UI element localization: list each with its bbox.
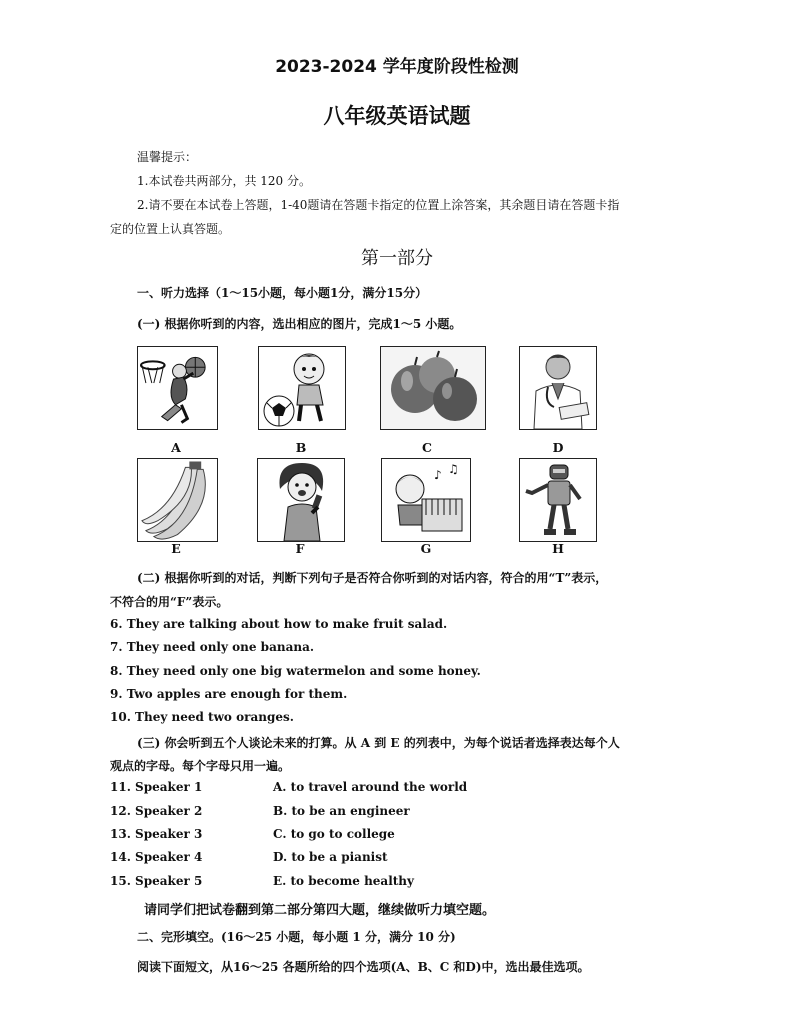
- notice-heading: 温馨提示：: [137, 150, 198, 164]
- bananas-icon: [138, 459, 217, 541]
- picture-c: [380, 346, 486, 430]
- apples-icon: [381, 347, 485, 429]
- doctor-icon: [520, 347, 596, 429]
- robot-icon: [520, 459, 596, 541]
- svg-text:♫: ♫: [448, 462, 459, 476]
- picture-f: [257, 458, 345, 542]
- statement-6: 6. They are talking about how to make fruit salad.: [110, 617, 448, 631]
- piano-boy-icon: [382, 459, 470, 541]
- statement-10: 10. They need two oranges.: [110, 710, 294, 724]
- subsection-two-instruction-a: (二) 根据你听到的对话，判断下列句子是否符合你听到的对话内容，符合的用“T”表示，: [137, 571, 608, 585]
- subsection-three-instruction-b: 观点的字母。每个字母只用一遍。: [110, 759, 291, 773]
- soccer-boy-icon: [259, 347, 345, 429]
- picture-h: [519, 458, 597, 542]
- section-cloze-heading: 二、完形填空。(16～25 小题，每小题 1 分，满分 10 分): [137, 930, 456, 944]
- picture-label-a: A: [171, 440, 181, 455]
- singer-icon: [258, 459, 344, 541]
- option-c: C. to go to college: [273, 827, 395, 841]
- picture-label-h: H: [552, 541, 564, 556]
- statement-7: 7. They need only one banana.: [110, 640, 315, 654]
- speaker-13: 13. Speaker 3: [110, 827, 203, 841]
- subsection-one-instruction: (一) 根据你听到的内容，选出相应的图片，完成1～5 小题。: [137, 317, 462, 331]
- speaker-12: 12. Speaker 2: [110, 804, 203, 818]
- option-e: E. to become healthy: [273, 874, 415, 888]
- option-d: D. to be a pianist: [273, 850, 388, 864]
- option-b: B. to be an engineer: [273, 804, 410, 818]
- picture-a: [137, 346, 218, 430]
- section-cloze-instruction: 阅读下面短文，从16～25 各题所给的四个选项(A、B、C 和D)中，选出最佳选项。: [137, 960, 590, 974]
- section-listening-heading: 一、听力选择（1～15小题，每小题1分，满分15分）: [137, 286, 428, 300]
- statement-9: 9. Two apples are enough for them.: [110, 687, 348, 701]
- turn-page-note: 请同学们把试卷翻到第二部分第四大题，继续做听力填空题。: [144, 903, 496, 918]
- picture-label-c: C: [422, 440, 432, 455]
- exam-title: 2023-2024 学年度阶段性检测: [275, 57, 519, 77]
- basketball-player-icon: [138, 347, 217, 429]
- speaker-15: 15. Speaker 5: [110, 874, 203, 888]
- option-a: A. to travel around the world: [273, 780, 468, 794]
- notice-line-2a: 2.请不要在本试卷上答题，1-40题请在答题卡指定的位置上涂答案，其余题目请在答题卡指: [137, 198, 620, 212]
- speaker-11: 11. Speaker 1: [110, 780, 203, 794]
- notice-line-2b: 定的位置上认真答题。: [110, 222, 231, 236]
- exam-subtitle: 八年级英语试题: [323, 104, 471, 128]
- notice-line-1: 1.本试卷共两部分，共 120 分。: [137, 174, 311, 188]
- subsection-three-instruction-a: (三) 你会听到五个人谈论未来的打算。从 A 到 E 的列表中，为每个说话者选择表达每个人: [137, 736, 620, 750]
- picture-g: [381, 458, 471, 542]
- picture-label-g: G: [420, 541, 432, 556]
- part-one-title: 第一部分: [361, 248, 433, 269]
- picture-label-e: E: [171, 541, 181, 556]
- svg-text:♪: ♪: [434, 468, 442, 482]
- speaker-14: 14. Speaker 4: [110, 850, 203, 864]
- statement-8: 8. They need only one big watermelon and some honey.: [110, 664, 481, 678]
- picture-b: [258, 346, 346, 430]
- picture-d: [519, 346, 597, 430]
- picture-label-f: F: [295, 541, 305, 556]
- picture-label-b: B: [295, 440, 307, 455]
- picture-label-d: D: [552, 440, 564, 455]
- picture-e: [137, 458, 218, 542]
- subsection-two-instruction-b: 不符合的用“F”表示。: [110, 595, 229, 609]
